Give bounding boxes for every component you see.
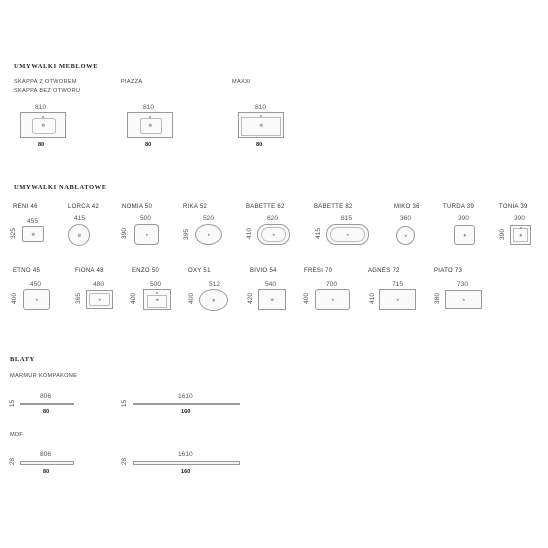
name-fiona-48: FIONA 48: [75, 268, 104, 274]
bottom-kompakt-80: 80: [43, 409, 50, 415]
section-heading-nablatowe: UMYWALKI NABLATOWE: [14, 184, 107, 191]
name-lorca-42: LORCA 42: [68, 204, 100, 210]
dim-bivio-h: 420: [247, 292, 255, 305]
label-maxxi: MAXXI: [232, 79, 251, 85]
dim-fresi-w: 700: [326, 281, 338, 288]
sink-tonia-39: [510, 225, 531, 245]
name-bivio-54: BIVIO 54: [250, 268, 277, 274]
sink-babette-62: [257, 224, 290, 245]
name-turda-39: TURDA 39: [443, 204, 475, 210]
dim-lorca-w: 415: [74, 215, 86, 222]
sink-babette-82: [326, 224, 369, 245]
sink-nomia-50: [134, 224, 159, 245]
sink-piato-73: [445, 290, 482, 309]
sink-turda-39: [454, 225, 475, 245]
dim-tonia-h: 390: [499, 228, 507, 241]
sink-oxy-51: [199, 289, 228, 311]
dim-rika-w: 520: [203, 215, 215, 222]
label-mdf: MDF: [10, 432, 24, 438]
dim-babette82-h: 415: [315, 227, 323, 240]
dim-etno-h: 400: [11, 292, 19, 305]
dim-kompakt-h1: 15: [9, 399, 17, 408]
name-oxy-51: OXY 51: [188, 268, 211, 274]
label-skappa-bez-otworu: SKAPPA BEZ OTWORU: [14, 88, 81, 94]
slab-kompakt-1610: [133, 403, 240, 405]
sink-miko-36: [396, 226, 415, 245]
dim-skappa-width: 810: [35, 104, 47, 111]
dim-enzo-h: 400: [130, 292, 138, 305]
dim-oxy-h: 400: [188, 292, 196, 305]
dim-reni-w: 455: [27, 218, 39, 225]
dim-reni-h: 325: [10, 227, 18, 240]
dim-tonia-w: 390: [514, 215, 526, 222]
sink-agnes-72: [379, 289, 416, 310]
dim-etno-w: 450: [30, 281, 42, 288]
label-skappa-z-otworem: SKAPPA Z OTWOREM: [14, 79, 77, 85]
bottom-piazza: 80: [145, 142, 152, 148]
dim-turda-w: 390: [458, 215, 470, 222]
dim-enzo-w: 500: [150, 281, 162, 288]
dim-piato-h: 380: [434, 292, 442, 305]
dim-mdf-h2: 28: [121, 457, 129, 466]
dim-oxy-w: 512: [209, 281, 221, 288]
sink-rika-52: [195, 224, 222, 245]
bottom-mdf-160: 160: [181, 469, 191, 475]
dim-piato-w: 730: [457, 281, 469, 288]
dim-babette62-w: 620: [267, 215, 279, 222]
sink-enzo-50: [143, 289, 171, 310]
name-nomia-50: NOMIA 50: [122, 204, 153, 210]
label-marmur-kompakone: MARMUR KOMPAKONE: [10, 373, 78, 379]
name-babette-62: BABETTE 62: [246, 204, 285, 210]
sink-lorca-42: [68, 224, 90, 246]
name-babette-82: BABETTE 82: [314, 204, 353, 210]
dim-kompakt-1610: 1610: [178, 393, 193, 400]
dim-kompakt-h2: 15: [121, 399, 129, 408]
section-heading-blaty: BLATY: [10, 356, 35, 363]
name-rika-52: RIKA 52: [183, 204, 208, 210]
sink-fiona-48: [86, 290, 113, 309]
dim-babette82-w: 815: [341, 215, 353, 222]
bottom-kompakt-160: 160: [181, 409, 191, 415]
dim-babette62-h: 410: [246, 227, 254, 240]
bottom-skappa: 80: [38, 142, 45, 148]
dim-agnes-h: 410: [369, 292, 377, 305]
dim-agnes-w: 715: [392, 281, 404, 288]
dim-fiona-h: 365: [75, 292, 83, 305]
bottom-mdf-80: 80: [43, 469, 50, 475]
slab-mdf-806: [20, 461, 74, 465]
dim-miko-w: 360: [400, 215, 412, 222]
name-tonia-39: TONIA 39: [499, 204, 528, 210]
dim-nomia-h: 390: [121, 227, 129, 240]
slab-kompakt-806: [20, 403, 74, 405]
name-miko-36: MIKO 36: [394, 204, 420, 210]
name-agnes-72: AGNES 72: [368, 268, 400, 274]
dim-fresi-h: 400: [303, 292, 311, 305]
dim-fiona-w: 480: [93, 281, 105, 288]
sink-piazza: [127, 112, 173, 138]
dim-piazza-width: 810: [143, 104, 155, 111]
dim-mdf-806: 806: [40, 451, 52, 458]
dim-mdf-h1: 28: [9, 457, 17, 466]
label-piazza: PIAZZA: [121, 79, 143, 85]
dim-rika-h: 395: [183, 228, 191, 241]
sink-skappa: [20, 112, 66, 138]
name-piato-73: PIATO 73: [434, 268, 463, 274]
bottom-maxxi: 80: [256, 142, 263, 148]
dim-bivio-w: 540: [265, 281, 277, 288]
name-enzo-50: ENZO 50: [132, 268, 160, 274]
sink-fresi-70: [315, 289, 350, 310]
name-etno-45: ETNO 45: [13, 268, 41, 274]
name-fresi-70: FRESI 70: [304, 268, 333, 274]
dim-mdf-1610: 1610: [178, 451, 193, 458]
sink-maxxi: [238, 112, 284, 138]
dim-kompakt-806: 806: [40, 393, 52, 400]
dim-maxxi-width: 810: [255, 104, 267, 111]
name-reni-46: RENI 46: [13, 204, 38, 210]
sink-etno-45: [23, 289, 50, 310]
slab-mdf-1610: [133, 461, 240, 465]
dim-nomia-w: 500: [140, 215, 152, 222]
sink-reni-46: [22, 226, 44, 242]
section-heading-meblowe: UMYWALKI MEBLOWE: [14, 63, 99, 70]
sink-bivio-54: [258, 289, 286, 310]
